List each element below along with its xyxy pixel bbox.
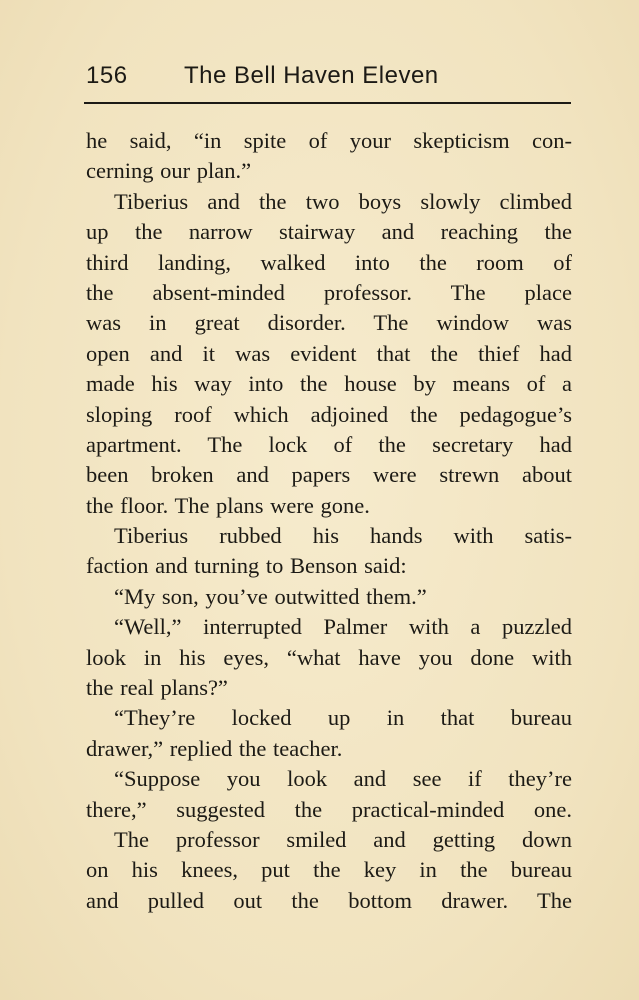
text-line: and pulled out the bottom drawer. The xyxy=(86,887,572,913)
text-line: there,” suggested the practical-minded one. xyxy=(86,796,572,822)
text-line: “Well,” interrupted Palmer with a puzzled xyxy=(114,614,572,640)
text-line: faction and turning to Benson said: xyxy=(86,553,407,579)
text-line: Tiberius and the two boys slowly climbed xyxy=(114,188,572,214)
text-line: made his way into the house by means of a xyxy=(86,371,572,397)
text-line: was in great disorder. The window was xyxy=(86,310,572,336)
text-line: the absent-minded professor. The place xyxy=(86,279,572,305)
running-title: The Bell Haven Eleven xyxy=(184,62,439,89)
text-line: “My son, you’ve outwitted them.” xyxy=(114,583,427,609)
text-line: the floor. The plans were gone. xyxy=(86,492,370,518)
text-line: “They’re locked up in that bureau xyxy=(114,705,572,731)
running-header xyxy=(86,62,570,96)
text-line: third landing, walked into the room of xyxy=(86,249,572,275)
text-line: drawer,” replied the teacher. xyxy=(86,735,343,761)
text-line: been broken and papers were strewn about xyxy=(86,462,572,488)
text-line: up the narrow stairway and reaching the xyxy=(86,219,572,245)
text-line: The professor smiled and getting down xyxy=(114,826,572,852)
header-rule xyxy=(84,102,571,104)
text-line: sloping roof which adjoined the pedagogue’s xyxy=(86,401,572,427)
text-line: “Suppose you look and see if they’re xyxy=(114,766,572,792)
text-line: look in his eyes, “what have you done with xyxy=(86,644,572,670)
text-line: the real plans?” xyxy=(86,675,228,701)
text-line: cerning our plan.” xyxy=(86,158,252,184)
page-number: 156 xyxy=(86,62,128,89)
text-line: on his knees, put the key in the bureau xyxy=(86,857,572,883)
text-line: open and it was evident that the thief had xyxy=(86,340,572,366)
text-line: he said, “in spite of your skepticism con- xyxy=(86,128,572,153)
text-line: Tiberius rubbed his hands with satis- xyxy=(114,523,572,549)
text-line: apartment. The lock of the secretary had xyxy=(86,431,572,457)
body-text xyxy=(86,126,572,916)
